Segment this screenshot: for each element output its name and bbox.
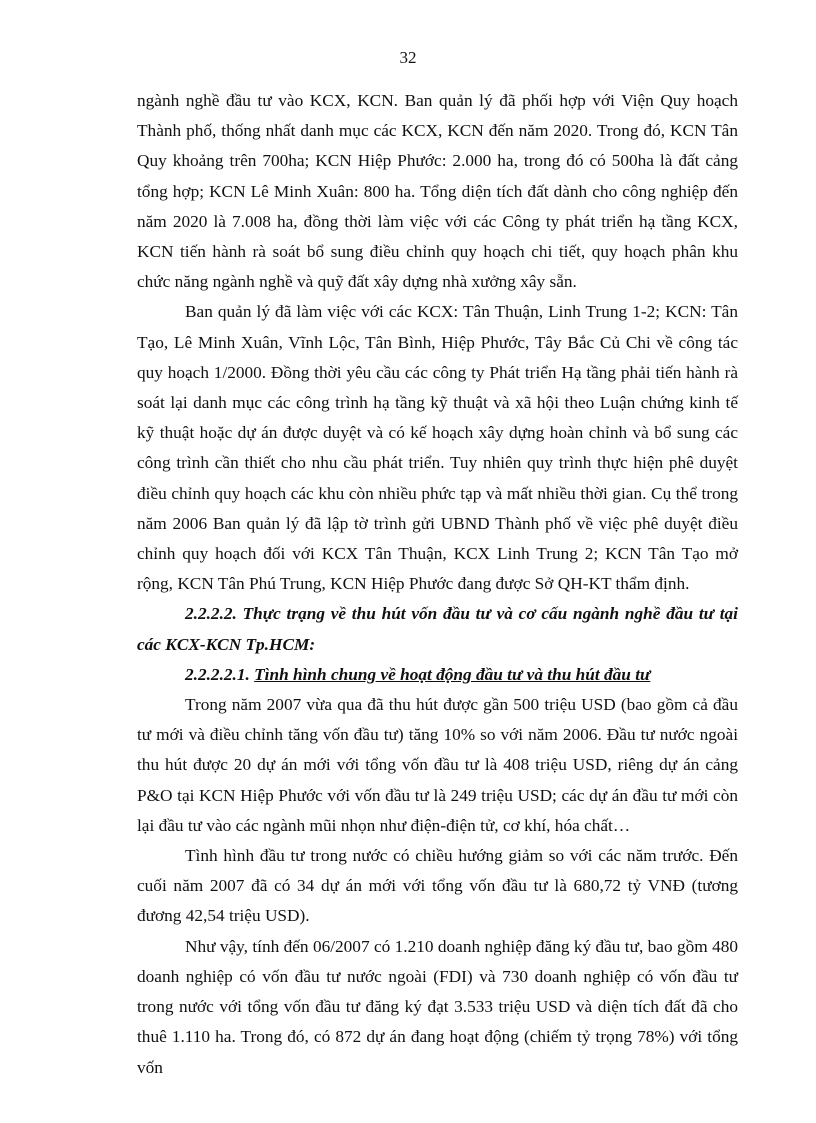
- paragraph-7: Như vậy, tính đến 06/2007 có 1.210 doanh nghiệp đăng ký đầu tư, bao gồm 480 doanh nghiệp có vốn đầu tư nước ngoài (FDI) và 730 doanh nghiệp có vốn đầu tư trong nước với tổng vốn đầu tư đăng ký đạt 3.533 triệu USD và diện tích đất đã cho thuê 1.110 ha. Trong đó, có 872 dự án đang hoạt động (chiếm tỷ trọng 78%) với tổng vốn: [137, 936, 738, 1077]
- section-heading-2-2-2-2: 2.2.2.2. Thực trạng về thu hút vốn đầu tư và cơ cấu ngành nghề đầu tư tại các KCX-KCN Tp.HCM:: [137, 604, 738, 654]
- paragraph-1: ngành nghề đầu tư vào KCX, KCN. Ban quản lý đã phối hợp với Viện Quy hoạch Thành phố, thống nhất danh mục các KCX, KCN đến năm 2020. Trong đó, KCN Tân Quy khoảng trên 700ha; KCN Hiệp Phước: 2.000 ha, trong đó có 500ha là đất cảng tổng hợp; KCN Lê Minh Xuân: 800 ha. Tổng diện tích đất dành cho công nghiệp đến năm 2020 là 7.008 ha, đồng thời làm việc với các Công ty phát triển hạ tầng KCX, KCN tiến hành rà soát bổ sung điều chỉnh quy hoạch chi tiết, quy hoạch phân khu chức năng ngành nghề và quỹ đất xây dựng nhà xưởng xây sẵn.: [137, 91, 738, 292]
- paragraph-6: Tình hình đầu tư trong nước có chiều hướng giảm so với các năm trước. Đến cuối năm 2007 đã có 34 dự án mới với tổng vốn đầu tư là 680,72 tỷ VNĐ (tương đương 42,54 triệu USD).: [137, 846, 738, 926]
- subsection-title: Tình hình chung về hoạt động đầu tư và thu hút đầu tư: [254, 664, 651, 684]
- paragraph-2: Ban quản lý đã làm việc với các KCX: Tân Thuận, Linh Trung 1-2; KCN: Tân Tạo, Lê Minh Xuân, Vĩnh Lộc, Tân Bình, Hiệp Phước, Tây Bắc Củ Chi về công tác quy hoạch 1/2000. Đồng thời yêu cầu các công ty Phát triển Hạ tầng phải tiến hành rà soát lại danh mục các công trình hạ tầng kỹ thuật và xã hội theo Luận chứng kinh tế kỹ thuật hoặc dự án được duyệt và có kế hoạch xây dựng hoàn chỉnh và bổ sung các công trình cần thiết cho nhu cầu phát triển. Tuy nhiên quy trình thực hiện phê duyệt điều chỉnh quy hoạch các khu còn nhiều phức tạp và mất nhiều thời gian. Cụ thể trong năm 2006 Ban quản lý đã lập tờ trình gửi UBND Thành phố về việc phê duyệt điều chỉnh quy hoạch đối với KCX Tân Thuận, KCX Linh Trung 2; KCN Tân Tạo mở rộng, KCN Tân Phú Trung, KCN Hiệp Phước đang được Sở QH-KT thẩm định.: [137, 302, 738, 594]
- paragraph-5: Trong năm 2007 vừa qua đã thu hút được gần 500 triệu USD (bao gồm cả đầu tư mới và điều chỉnh tăng vốn đầu tư) tăng 10% so với năm 2006. Đầu tư nước ngoài thu hút được 20 dự án mới với tổng vốn đầu tư là 408 triệu USD, riêng dự án cảng P&O tại KCN Hiệp Phước với vốn đầu tư là 249 triệu USD; các dự án đầu tư mới còn lại đầu tư vào các ngành mũi nhọn như điện-điện tử, cơ khí, hóa chất…: [137, 695, 738, 835]
- subsection-number: 2.2.2.2.1.: [185, 664, 255, 684]
- page-number: 32: [399, 48, 417, 67]
- document-body: [137, 86, 738, 1083]
- subsection-heading-2-2-2-2-1: [137, 660, 738, 690]
